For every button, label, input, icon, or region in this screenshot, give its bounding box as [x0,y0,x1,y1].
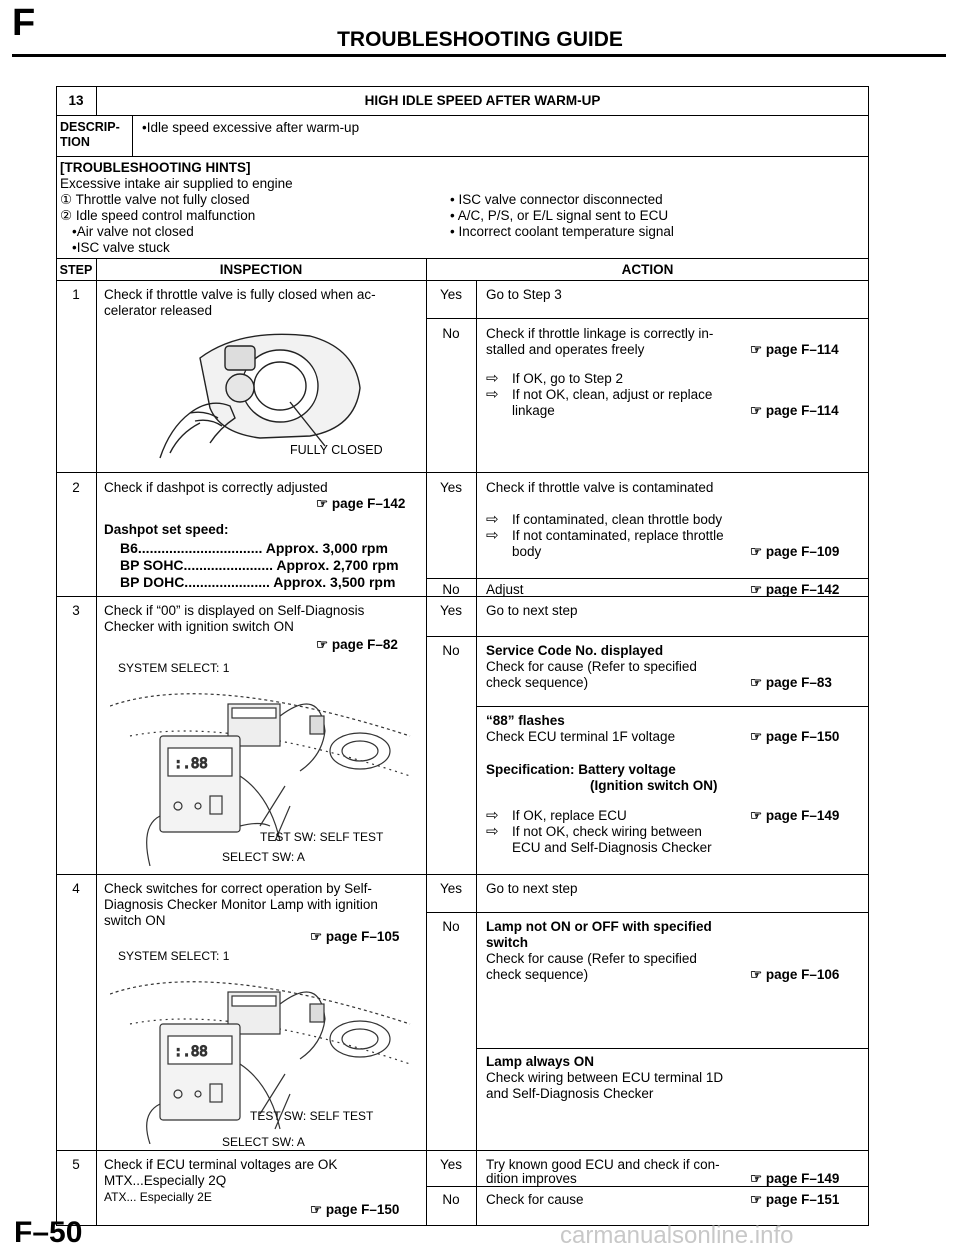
hint-line: •Air valve not closed [72,224,194,239]
inspection-text: ATX... Especially 2E [104,1190,212,1204]
no-action: Check if throttle linkage is correctly in- [486,326,714,341]
spec-line: B6................................ Approx. 3,000 rpm [120,540,388,556]
hint-line: •ISC valve stuck [72,240,170,255]
hints-heading: [TROUBLESHOOTING HINTS] [60,160,251,175]
sub-action: If not contaminated, replace throttle [512,528,724,543]
yes-label: Yes [439,603,463,618]
divider [476,706,869,707]
description-label-2: TION [60,135,90,149]
pointing-hand-icon: ☞ [316,496,332,511]
page-reference[interactable]: ☞ page F–149 [750,1171,840,1186]
page-reference[interactable]: ☞ page F–105 [310,929,400,944]
no-action: check sequence) [486,675,589,690]
svg-text::.88: :.88 [174,756,208,772]
hint-line: • ISC valve connector disconnected [450,192,663,207]
spec-heading: Dashpot set speed: [104,522,229,537]
inspection-text: Diagnosis Checker Monitor Lamp with ignition [104,897,378,912]
divider [426,258,427,1226]
no-action: Adjust [486,582,524,597]
arrow-right-icon: ⇨ [486,386,499,403]
pointing-hand-icon: ☞ [750,729,766,744]
pointing-hand-icon: ☞ [750,967,766,982]
arrow-right-icon: ⇨ [486,370,499,387]
sub-action: If contaminated, clean throttle body [512,512,723,527]
figure-label: TEST SW: SELF TEST [260,830,384,844]
page-reference[interactable]: ☞ page F–150 [750,729,840,744]
page-reference[interactable]: ☞ page F–149 [750,808,840,823]
no-action: check sequence) [486,967,589,982]
page-reference[interactable]: ☞ page F–114 [750,342,839,357]
divider [426,636,869,637]
yes-label: Yes [439,287,463,302]
pointing-hand-icon: ☞ [750,582,766,597]
svg-text::.88: :.88 [174,1044,208,1060]
no-action-title: Service Code No. displayed [486,643,664,658]
page-reference[interactable]: ☞ page F–114 [750,403,839,418]
divider [56,156,869,157]
inspection-text: Check if dashpot is correctly adjusted [104,480,328,495]
section-letter: F [12,2,36,44]
page-reference[interactable]: ☞ page F–82 [316,637,398,652]
divider [56,1150,869,1151]
inspection-text: Check if ECU terminal voltages are OK [104,1157,338,1172]
pointing-hand-icon: ☞ [316,637,332,652]
no-action: stalled and operates freely [486,342,645,357]
arrow-right-icon: ⇨ [486,807,499,824]
arrow-right-icon: ⇨ [486,823,499,840]
divider [426,912,869,913]
no-action: Check for cause (Refer to specified [486,659,697,674]
page-reference[interactable]: ☞ page F–109 [750,544,840,559]
no-action: Check for cause (Refer to specified [486,951,697,966]
sub-action: body [512,544,542,559]
inspection-header: INSPECTION [219,262,303,277]
sub-action: If not OK, clean, adjust or replace [512,387,713,402]
inspection-text: Check if throttle valve is fully closed when ac- [104,287,376,302]
divider [476,280,477,1226]
step-number: 1 [72,287,80,302]
figure-label: SYSTEM SELECT: 1 [118,661,230,675]
figure-label: SELECT SW: A [222,1135,305,1149]
pointing-hand-icon: ☞ [750,1171,766,1186]
figure-label: SELECT SW: A [222,850,305,864]
specification: Specification: Battery voltage [486,762,676,777]
yes-action: dition improves [486,1171,577,1186]
divider [56,874,869,875]
chart-number: 13 [68,93,84,108]
pointing-hand-icon: ☞ [750,808,766,823]
inspection-text: Check if “00” is displayed on Self-Diagnosis [104,603,365,618]
arrow-right-icon: ⇨ [486,527,499,544]
no-action: Check for cause [486,1192,584,1207]
yes-label: Yes [439,1157,463,1172]
hint-line: Excessive intake air supplied to engine [60,176,293,191]
pointing-hand-icon: ☞ [750,544,766,559]
inspection-text: MTX...Especially 2Q [104,1173,227,1188]
no-label: No [442,919,460,934]
pointing-hand-icon: ☞ [750,675,766,690]
page-reference[interactable]: ☞ page F–83 [750,675,832,690]
pointing-hand-icon: ☞ [310,929,326,944]
page-reference[interactable]: ☞ page F–150 [310,1202,400,1217]
pointing-hand-icon: ☞ [750,1192,766,1207]
chart-title: HIGH IDLE SPEED AFTER WARM-UP [364,93,601,108]
divider [56,115,869,116]
spec-line: BP SOHC....................... Approx. 2,700 rpm [120,557,399,573]
sub-action: ECU and Self-Diagnosis Checker [512,840,712,855]
divider [426,318,869,319]
hint-line: ① Throttle valve not fully closed [60,192,250,207]
figure-label: FULLY CLOSED [290,443,383,457]
yes-label: Yes [439,881,463,896]
page-number: F–50 [14,1216,83,1249]
pointing-hand-icon: ☞ [750,403,766,418]
yes-action: Go to next step [486,603,578,618]
yes-action: Go to next step [486,881,578,896]
hint-line: • A/C, P/S, or E/L signal sent to ECU [450,208,669,223]
divider [426,578,869,579]
no-action-title: “88” flashes [486,713,565,728]
figure-label: TEST SW: SELF TEST [250,1109,374,1123]
no-action-title: Lamp not ON or OFF with specified [486,919,712,934]
no-label: No [442,326,460,341]
sub-action: If OK, replace ECU [512,808,627,823]
specification: (Ignition switch ON) [590,778,718,793]
hint-line: • Incorrect coolant temperature signal [450,224,674,239]
divider [56,258,869,259]
inspection-text: Checker with ignition switch ON [104,619,294,634]
no-action-title: switch [486,935,529,950]
divider [56,472,869,473]
page-reference[interactable]: ☞ page F–142 [316,496,406,511]
sub-action: If OK, go to Step 2 [512,371,624,386]
header-rule [12,54,946,57]
watermark: carmanualsonline.info [560,1222,794,1249]
step-header: STEP [59,263,93,277]
step-number: 4 [72,881,80,896]
divider [56,280,869,281]
spec-line: BP DOHC...................... Approx. 3,500 rpm [120,574,396,590]
no-action: Check wiring between ECU terminal 1D [486,1070,724,1085]
action-header: ACTION [621,262,674,277]
pointing-hand-icon: ☞ [750,342,766,357]
no-label: No [442,1192,460,1207]
page-reference[interactable]: ☞ page F–142 [750,582,840,597]
no-label: No [442,582,460,597]
page-reference[interactable]: ☞ page F–151 [750,1192,840,1207]
hint-line: ② Idle speed control malfunction [60,208,256,223]
page-reference[interactable]: ☞ page F–106 [750,967,840,982]
no-action: and Self-Diagnosis Checker [486,1086,654,1101]
step-number: 3 [72,603,80,618]
inspection-text: Check switches for correct operation by Self- [104,881,372,896]
divider [132,115,133,157]
description-text: •Idle speed excessive after warm-up [142,120,360,135]
no-label: No [442,643,460,658]
yes-label: Yes [439,480,463,495]
yes-action: Check if throttle valve is contaminated [486,480,714,495]
step-number: 5 [72,1157,80,1172]
yes-action: Try known good ECU and check if con- [486,1157,720,1172]
step-number: 2 [72,480,80,495]
page-title: TROUBLESHOOTING GUIDE [337,28,623,51]
description-label-1: DESCRIP- [60,120,120,134]
figure-label: SYSTEM SELECT: 1 [118,949,230,963]
no-action: Check ECU terminal 1F voltage [486,729,676,744]
inspection-text: switch ON [104,913,166,928]
inspection-text: celerator released [104,303,213,318]
yes-action: Go to Step 3 [486,287,562,302]
divider [476,1048,869,1049]
pointing-hand-icon: ☞ [310,1202,326,1217]
sub-action: If not OK, check wiring between [512,824,702,839]
sub-action: linkage [512,403,555,418]
no-action-title: Lamp always ON [486,1054,595,1069]
arrow-right-icon: ⇨ [486,511,499,528]
divider [96,258,97,1226]
